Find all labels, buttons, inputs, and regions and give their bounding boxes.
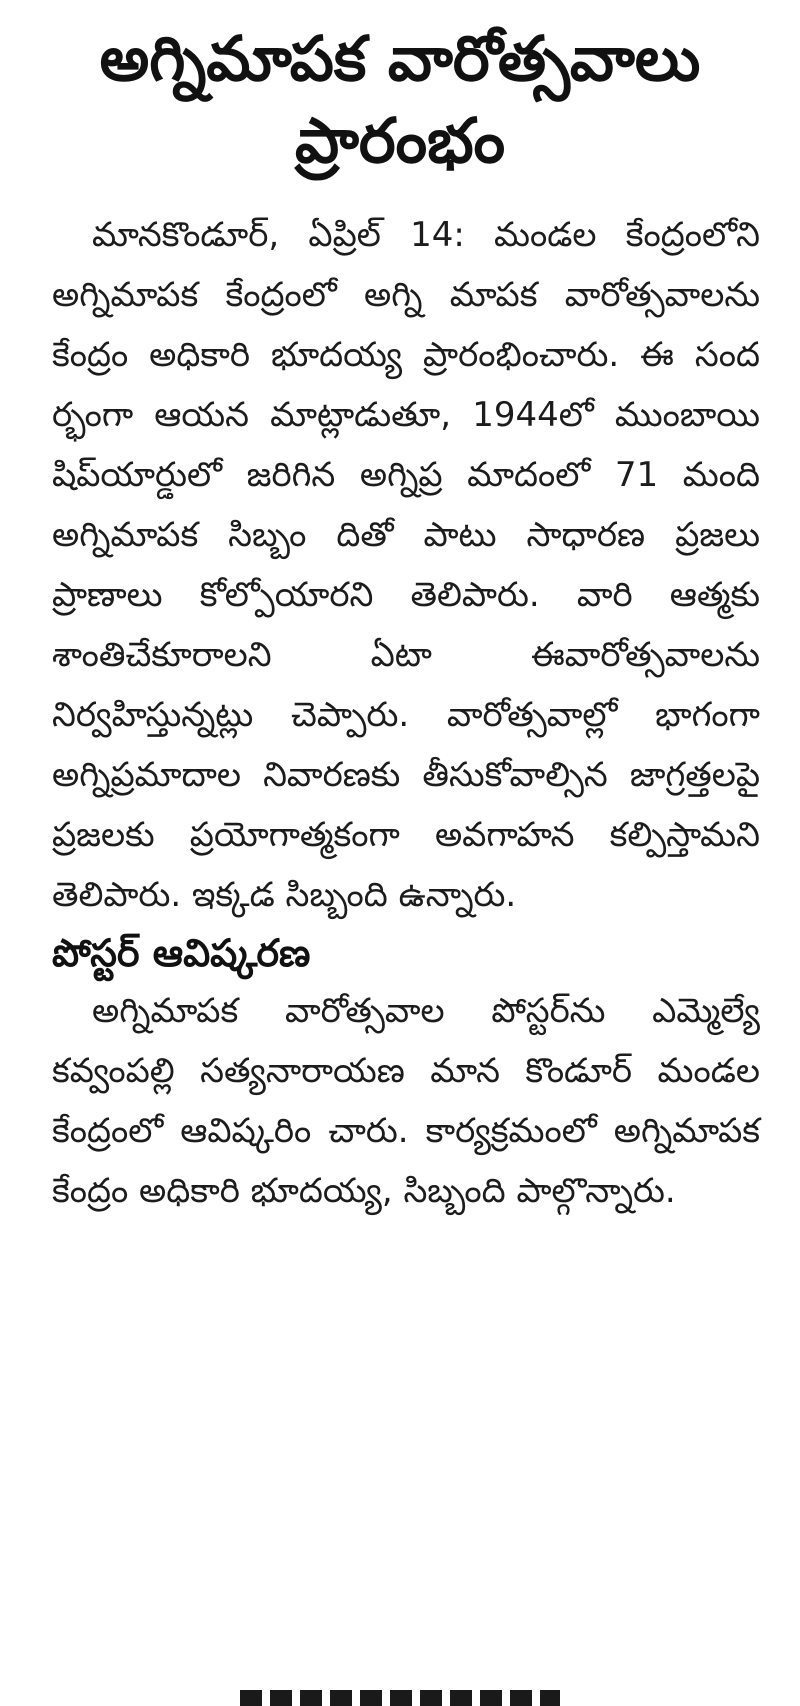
- clipped-next-headline: [0, 1684, 800, 1706]
- clipped-previous-text: [0, 0, 800, 16]
- article-paragraph-2: అగ్నిమాపక వారోత్సవాల పోస్టర్‌ను ఎమ్మెల్యే కవ్వంపల్లి సత్యనారాయణ మాన కొండూర్ మండల కేంద్రంలో ఆవిష్కరిం చారు. కార్యక్రమంలో అగ్నిమాపక కేంద్రం అధికారి భూదయ్య, సిబ్బంది పాల్గొన్నారు.: [52, 991, 760, 1211]
- headline-line-2: ప్రారంభం: [294, 104, 506, 177]
- article-paragraph-1: మానకొండూర్, ఏప్రిల్ 14: మండల కేంద్రంలోని అగ్నిమాపక కేంద్రంలో అగ్ని మాపక వారోత్సవాలను కేంద్రం అధికారి భూదయ్య ప్రారంభించారు. ఈ సంద ర్భంగా ఆయన మాట్లాడుతూ, 1944లో ముంబాయి షిప్‌యార్డులో జరిగిన అగ్నిప్ర మాదంలో 71 మంది అగ్నిమాపక సిబ్బం దితో పాటు సాధారణ ప్రజలు ప్రాణాలు కోల్పోయారని తెలిపారు. వారి ఆత్మకు శాంతిచేకూరాలని ఏటా ఈవారోత్సవాలను నిర్వహిస్తున్నట్లు చెప్పారు. వారోత్సవాల్లో భాగంగా అగ్నిప్రమాదాల నివారణకు తీసుకోవాల్సిన జాగ్రత్తలపై ప్రజలకు ప్రయోగాత్మకంగా అవగాహన కల్పిస్తామని తెలిపారు. ఇక్కడ సిబ్బంది ఉన్నారు.: [52, 215, 760, 915]
- article-subheading: పోస్టర్ ఆవిష్కరణ: [52, 931, 311, 975]
- article-body: [52, 205, 760, 1221]
- headline-line-1: అగ్నిమాపక వారోత్సవాలు: [99, 22, 701, 95]
- clipped-next-headline-glyphs: [240, 1690, 560, 1706]
- article-headline: [0, 0, 800, 182]
